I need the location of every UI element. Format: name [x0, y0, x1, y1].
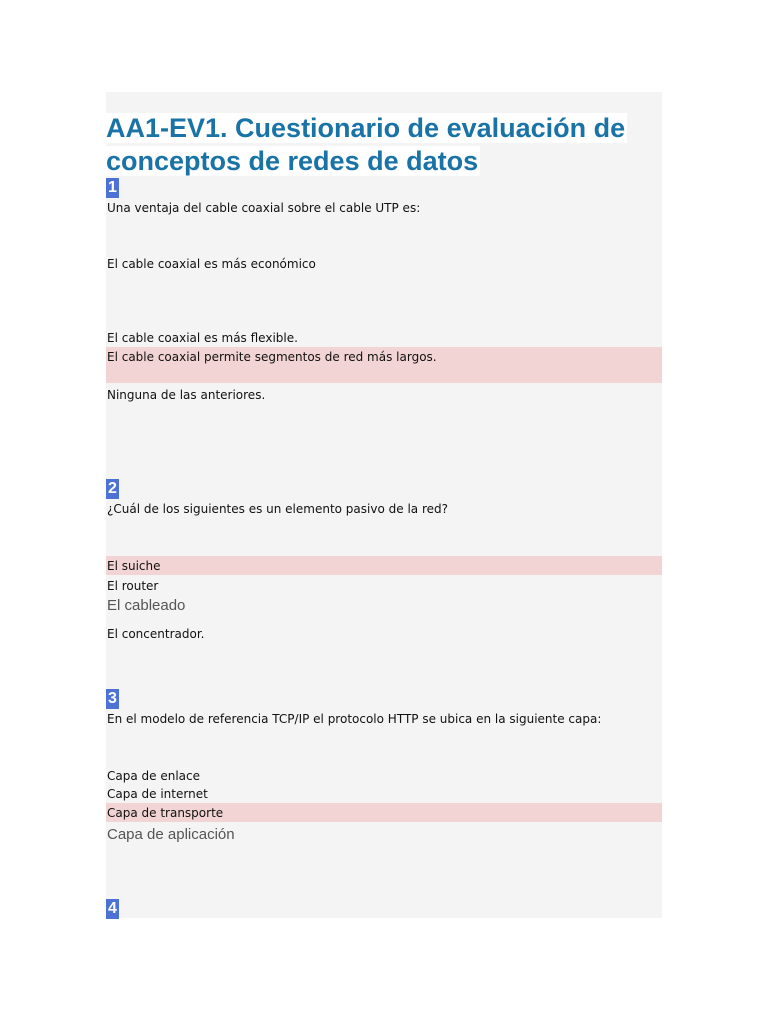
question-1-text: Una ventaja del cable coaxial sobre el cable UTP es: — [107, 201, 421, 215]
question-3-option-2: Capa de internet — [107, 787, 208, 801]
question-number-2: 2 — [108, 480, 117, 497]
question-number-3: 3 — [108, 690, 117, 707]
question-2-text: ¿Cuál de los siguientes es un elemento pasivo de la red? — [107, 502, 448, 516]
title-line-1: AA1-EV1. Cuestionario de evaluación de — [106, 113, 626, 143]
page-title — [106, 112, 646, 178]
question-number-4: 4 — [108, 900, 117, 917]
question-1-option-4: Ninguna de las anteriores. — [107, 388, 266, 402]
question-2-option-1: El suiche — [107, 559, 161, 573]
question-2-option-4: El concentrador. — [107, 627, 205, 641]
question-3-option-3: Capa de transporte — [107, 806, 224, 820]
question-1-option-1: El cable coaxial es más económico — [107, 257, 316, 271]
question-2-option-2: El router — [107, 579, 159, 593]
question-3-text: En el modelo de referencia TCP/IP el protocolo HTTP se ubica en la siguiente capa: — [107, 712, 602, 726]
question-1-option-2: El cable coaxial es más flexible. — [107, 331, 298, 345]
question-2-option-1-highlight — [106, 556, 662, 575]
question-3-option-1: Capa de enlace — [107, 769, 200, 783]
question-2-option-3: El cableado — [107, 597, 186, 614]
title-line-2: conceptos de redes de datos — [106, 146, 479, 176]
question-3-option-4: Capa de aplicación — [107, 826, 235, 843]
question-number-1: 1 — [108, 179, 117, 196]
question-1-option-3: El cable coaxial permite segmentos de red más largos. — [107, 350, 437, 364]
